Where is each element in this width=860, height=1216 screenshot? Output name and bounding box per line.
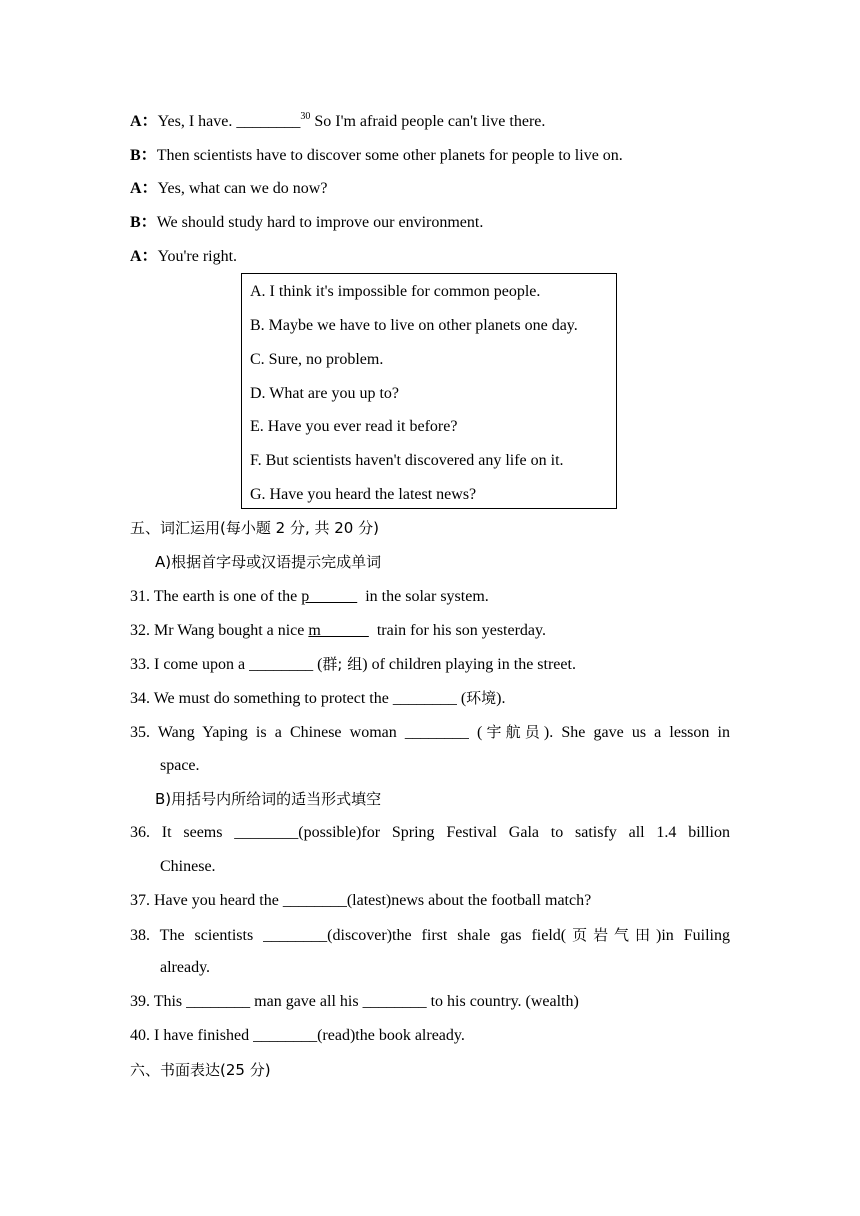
option-a: A. I think it's impossible for common people. — [250, 283, 541, 300]
question-38-continued: already. — [160, 959, 211, 976]
question-38: 38. The scientists ________(discover)the first shale gas field(页岩气田)in Fuiling — [130, 926, 730, 944]
speaker-label: A： — [130, 248, 158, 265]
question-36-continued: Chinese. — [160, 858, 216, 875]
question-31: 31. The earth is one of the p in the solar system. — [130, 588, 489, 605]
question-number: 30 — [300, 111, 311, 122]
question-39: 39. This ________ man gave all his ________ to his country. (wealth) — [130, 993, 579, 1010]
answer-blank: p — [301, 588, 358, 605]
dialogue-line-1: A：Yes, I have. ________$^{30}$ So I'm afraid people can't live there. — [130, 111, 546, 130]
question-40: 40. I have finished ________(read)the book already. — [130, 1027, 465, 1044]
part-b-heading: B)用括号内所给词的适当形式填空 — [155, 790, 382, 808]
dialogue-line-5: A：You're right. — [130, 248, 238, 265]
option-g: G. Have you heard the latest news? — [250, 486, 477, 503]
dialogue-line-3: A：Yes, what can we do now? — [130, 180, 328, 197]
dialogue-line-4: B：We should study hard to improve our environment. — [130, 214, 484, 231]
section-6-heading: 六、书面表达(25 分) — [130, 1061, 271, 1079]
question-37: 37. Have you heard the ________(latest)news about the football match? — [130, 892, 592, 909]
dialogue-line-2: B：Then scientists have to discover some other planets for people to live on. — [130, 147, 623, 164]
speaker-label: A： — [130, 113, 158, 130]
question-33: 33. I come upon a ________ (群; 组) of children playing in the street. — [130, 655, 576, 673]
speaker-label: B： — [130, 147, 157, 164]
speaker-label: A： — [130, 180, 158, 197]
option-e: E. Have you ever read it before? — [250, 418, 458, 435]
option-b: B. Maybe we have to live on other planets one day. — [250, 317, 578, 334]
option-d: D. What are you up to? — [250, 385, 399, 402]
option-c: C. Sure, no problem. — [250, 351, 384, 368]
question-35: 35. Wang Yaping is a Chinese woman ________ (宇航员). She gave us a lesson in — [130, 723, 730, 741]
speaker-label: B： — [130, 214, 157, 231]
option-f: F. But scientists haven't discovered any life on it. — [250, 452, 564, 469]
section-5-heading: 五、词汇运用(每小题 2 分, 共 20 分) — [130, 519, 379, 537]
question-34: 34. We must do something to protect the ________ (环境). — [130, 689, 506, 707]
options-box — [241, 273, 617, 509]
part-a-heading: A)根据首字母或汉语提示完成单词 — [155, 553, 382, 571]
question-35-continued: space. — [160, 757, 200, 774]
question-32: 32. Mr Wang bought a nice m train for his son yesterday. — [130, 622, 546, 639]
question-36: 36. It seems ________(possible)for Spring Festival Gala to satisfy all 1.4 billion — [130, 824, 730, 841]
answer-blank: m — [308, 622, 369, 639]
